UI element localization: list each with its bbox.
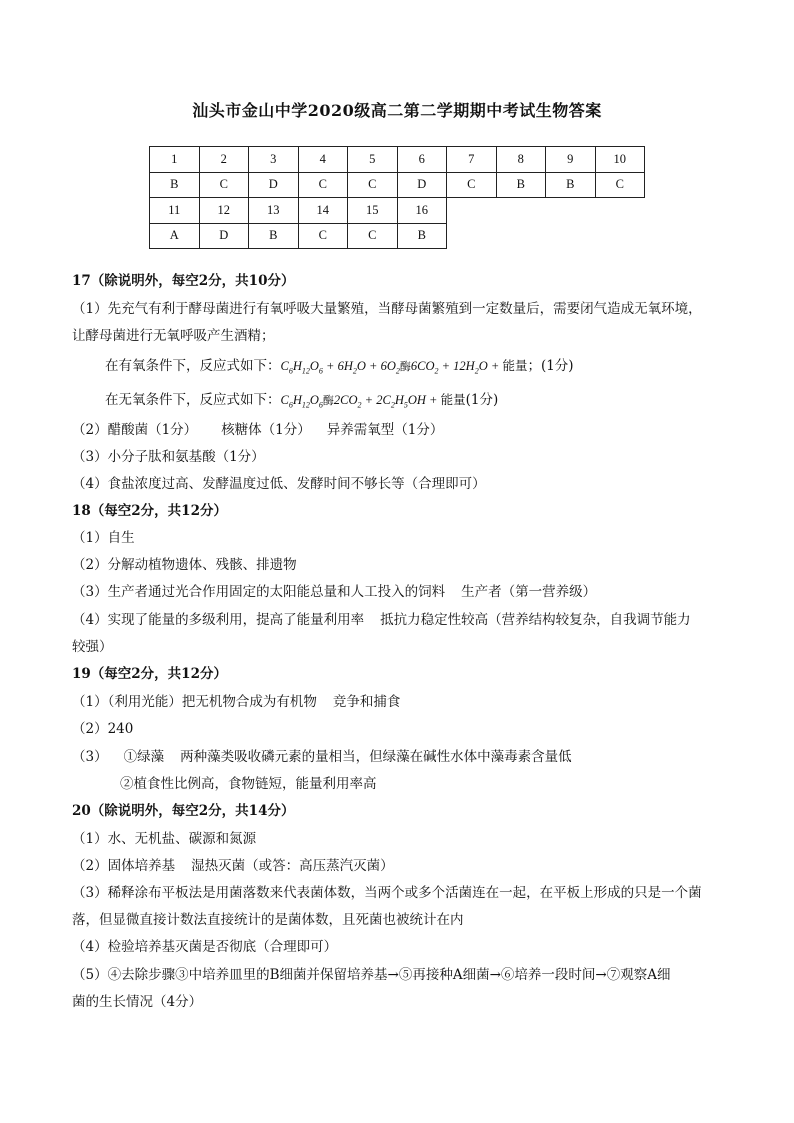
- q17-anaerobic-equation: [105, 391, 498, 415]
- q19-3b: ①绿藻: [123, 749, 165, 765]
- q20-heading: 20（除说明外，每空2分，共14分）: [72, 803, 295, 819]
- question-number: 7: [447, 147, 497, 173]
- q18-4a: （4）实现了能量的多级利用，提高了能量利用率: [72, 612, 365, 628]
- q19-1b: 竞争和捕食: [332, 694, 401, 710]
- q20-line: 菌的生长情况（4分）: [72, 994, 203, 1010]
- answer-cell: C: [199, 172, 249, 198]
- empty-cell: [546, 198, 596, 224]
- q19-line: （2）240: [72, 721, 134, 737]
- question-number: 3: [249, 147, 299, 173]
- question-number: 6: [397, 147, 447, 173]
- aerobic-formula: $C_6H_{12}O_6 + 6H_2O + 6O_2$酶$6CO_2 + 12H_2O$ + 能量: [280, 359, 528, 376]
- question-number: 4: [298, 147, 348, 173]
- question-number: 8: [496, 147, 546, 173]
- q20-line: （1）水、无机盐、碳源和氮源: [72, 831, 257, 847]
- q18-line: （1）自生: [72, 530, 135, 546]
- question-number: 2: [199, 147, 249, 173]
- q17-2b: 核糖体（1分）: [221, 422, 311, 438]
- question-number: 16: [397, 198, 447, 224]
- q17-line: （4）食盐浓度过高、发酵温度过低、发酵时间不够长等（合理即可）: [72, 476, 486, 492]
- q17-line: （3）小分子肽和氨基酸（1分）: [72, 449, 265, 465]
- answer-table: [149, 146, 645, 249]
- answer-cell: D: [397, 172, 447, 198]
- aerobic-score: ；(1分): [527, 358, 574, 374]
- answer-cell: B: [496, 172, 546, 198]
- q17-line: （1）先充气有利于酵母菌进行有氧呼吸大量繁殖，当酵母菌繁殖到一定数量后，需要闭气造成无氧环境，: [72, 301, 702, 317]
- q18-heading: 18（每空2分，共12分）: [72, 503, 227, 519]
- table-row: [150, 223, 645, 249]
- answer-cell: A: [150, 223, 200, 249]
- q19-3a: （3）: [72, 749, 108, 765]
- question-number: 5: [348, 147, 398, 173]
- empty-cell: [546, 223, 596, 249]
- table-row: [150, 172, 645, 198]
- energy-label: 能量: [440, 393, 466, 407]
- q19-line: ②植食性比例高，食物链短，能量利用率高: [120, 776, 377, 792]
- energy-label: 能量: [502, 359, 528, 373]
- q20-line: （3）稀释涂布平板法是用菌落数来代表菌体数，当两个或多个活菌连在一起，在平板上形成的只是一个菌: [72, 885, 702, 901]
- anaerobic-score: (1分): [465, 392, 499, 408]
- q18-4b: 抵抗力稳定性较高（营养结构较复杂，自我调节能力: [380, 612, 691, 628]
- answer-cell: C: [348, 172, 398, 198]
- question-number: 12: [199, 198, 249, 224]
- anaerobic-label: 在无氧条件下，反应式如下：: [105, 392, 281, 408]
- q18-3a: （3）生产者通过光合作用固定的太阳能总量和人工投入的饲料: [72, 584, 446, 600]
- question-number: 1: [150, 147, 200, 173]
- q18-line: （2）分解动植物遗体、残骸、排遗物: [72, 557, 297, 573]
- q20-line: 落，但显微直接计数法直接统计的是菌体数，且死菌也被统计在内: [72, 912, 464, 928]
- question-number: 10: [595, 147, 645, 173]
- q20-line: （5）④去除步骤③中培养皿里的B细菌并保留培养基→⑤再接种A细菌→⑥培养一段时间→⑦观察A细: [72, 967, 671, 983]
- answer-cell: D: [249, 172, 299, 198]
- q19-line: [72, 748, 572, 766]
- q17-heading: 17（除说明外，每空2分，共10分）: [72, 273, 295, 289]
- answer-cell: C: [298, 172, 348, 198]
- question-number: 15: [348, 198, 398, 224]
- empty-cell: [447, 223, 497, 249]
- q18-line: [72, 583, 596, 601]
- question-number: 14: [298, 198, 348, 224]
- q20-2a: （2）固体培养基: [72, 858, 176, 874]
- q17-line: [72, 421, 443, 439]
- q19-heading: 19（每空2分，共12分）: [72, 666, 227, 682]
- answer-cell: C: [595, 172, 645, 198]
- table-row: [150, 147, 645, 173]
- q19-line: [72, 693, 400, 711]
- question-number: 11: [150, 198, 200, 224]
- q17-aerobic-equation: [105, 357, 574, 381]
- answer-cell: C: [298, 223, 348, 249]
- empty-cell: [447, 198, 497, 224]
- answer-cell: B: [249, 223, 299, 249]
- q19-3c: 两种藻类吸收磷元素的量相当，但绿藻在碱性水体中藻毒素含量低: [180, 749, 572, 765]
- anaerobic-formula: $C_6H_{12}O_6$酶$2CO_2 + 2C_2H_5OH$ + 能量: [280, 393, 466, 410]
- empty-cell: [595, 223, 645, 249]
- q17-2a: （2）醋酸菌（1分）: [72, 422, 198, 438]
- q18-3b: 生产者（第一营养级）: [461, 584, 597, 600]
- answer-cell: B: [150, 172, 200, 198]
- q20-line: （4）检验培养基灭菌是否彻底（合理即可）: [72, 939, 338, 955]
- enzyme-label: 酶: [322, 395, 334, 407]
- enzyme-label: 酶: [399, 361, 411, 373]
- empty-cell: [496, 223, 546, 249]
- question-number: 13: [249, 198, 299, 224]
- q20-line: [72, 857, 394, 875]
- aerobic-label: 在有氧条件下，反应式如下：: [105, 358, 281, 374]
- page-title: 汕头市金山中学2020级高二第二学期期中考试生物答案: [192, 101, 602, 120]
- answer-cell: D: [199, 223, 249, 249]
- q19-1a: （1）（利用光能）把无机物合成为有机物: [72, 694, 317, 710]
- table-row: [150, 198, 645, 224]
- q17-line: 让酵母菌进行无氧呼吸产生酒精；: [72, 328, 275, 344]
- q17-2c: 异养需氧型（1分）: [326, 422, 444, 438]
- q18-line: 较强）: [72, 639, 113, 655]
- answer-cell: C: [447, 172, 497, 198]
- empty-cell: [595, 198, 645, 224]
- answer-cell: B: [397, 223, 447, 249]
- question-number: 9: [546, 147, 596, 173]
- q18-line: [72, 611, 691, 629]
- empty-cell: [496, 198, 546, 224]
- answer-cell: C: [348, 223, 398, 249]
- q20-2b: 湿热灭菌（或答：高压蒸汽灭菌）: [191, 858, 394, 874]
- answer-cell: B: [546, 172, 596, 198]
